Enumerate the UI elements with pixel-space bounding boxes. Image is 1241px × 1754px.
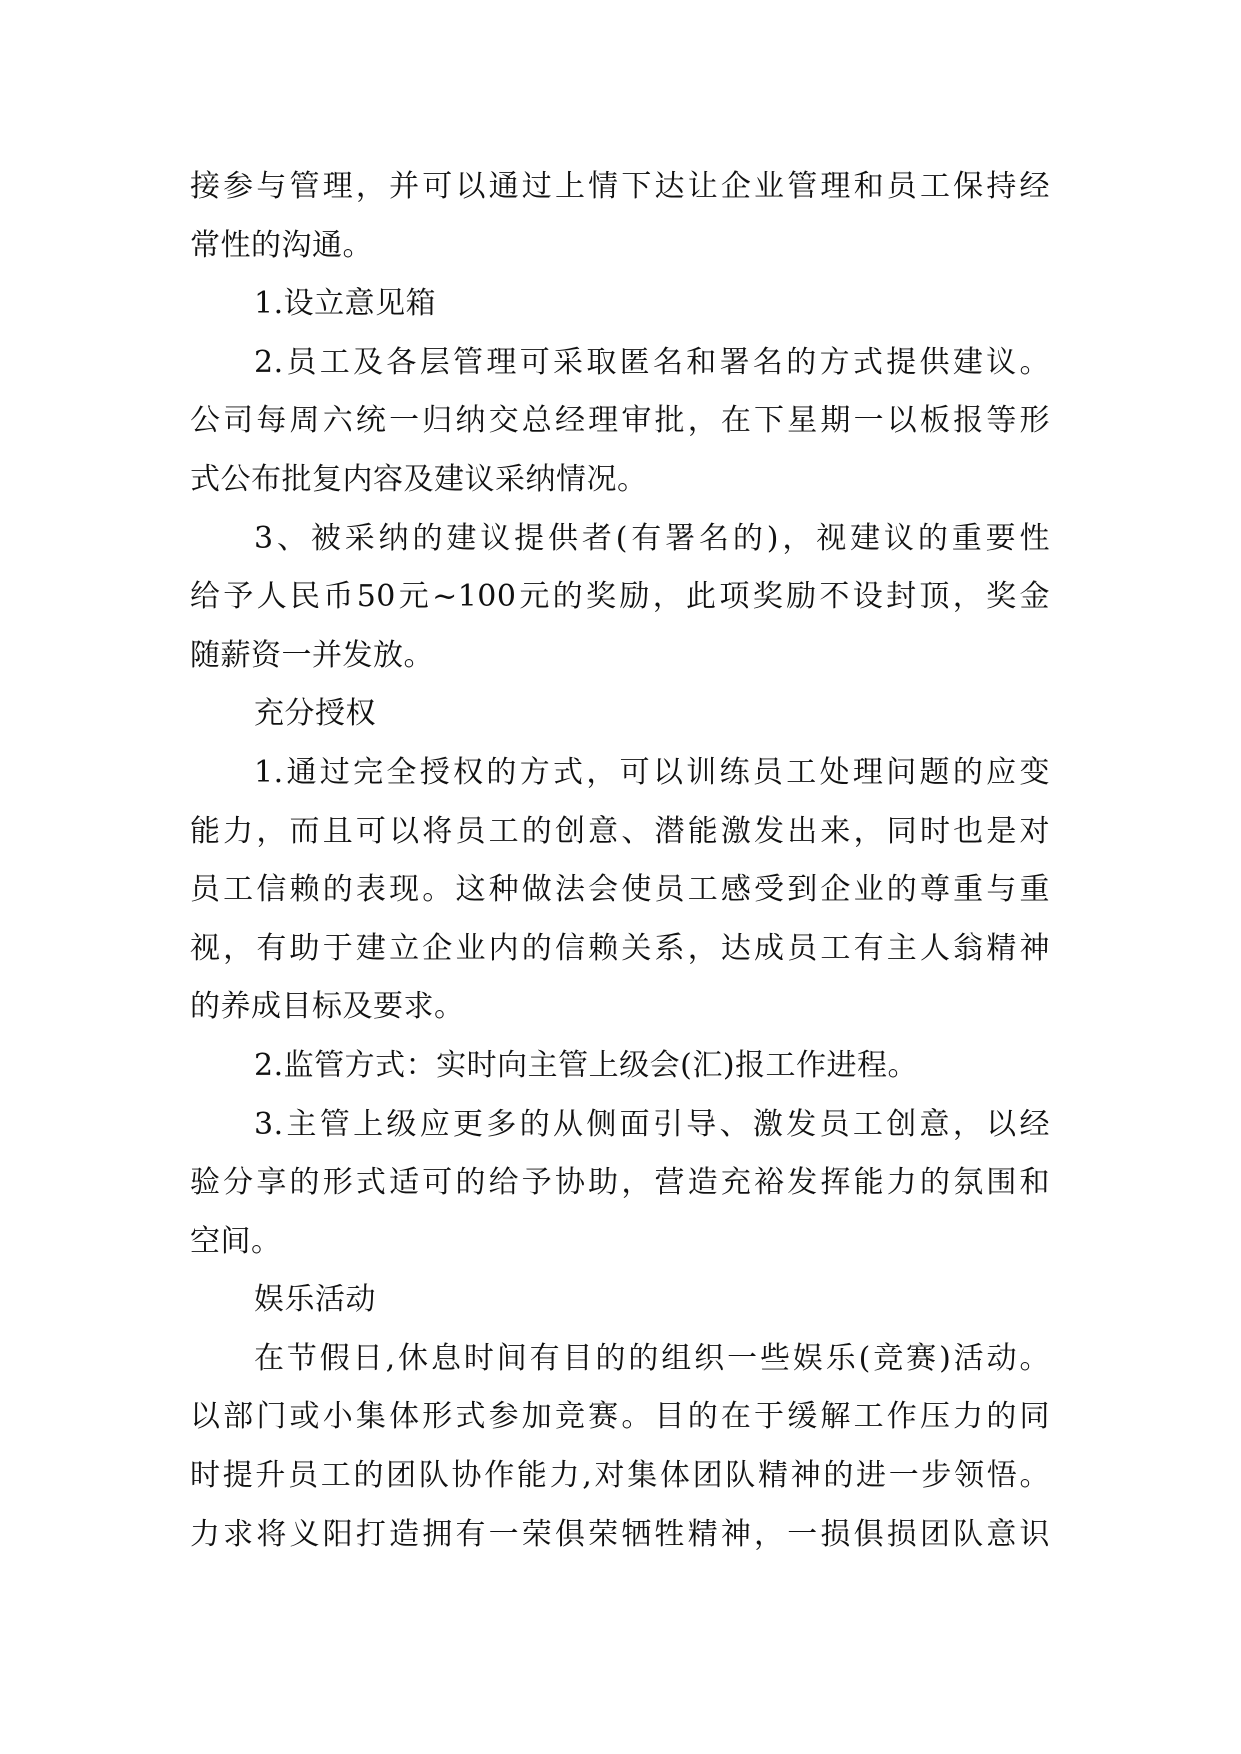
document-body [190,158,1050,1564]
text-line: 3.主管上级应更多的从侧面引导、激发员工创意，以经 [254,1106,1050,1142]
text-line: 公司每周六统一归纳交总经理审批，在下星期一以板报等形 [190,403,1050,439]
text-line: 随薪资一并发放。 [190,637,434,673]
text-line: 视，有助于建立企业内的信赖关系，达成员工有主人翁精神 [190,930,1050,966]
text-line: 接参与管理，并可以通过上情下达让企业管理和员工保持经 [190,169,1050,204]
text-line: 娱乐活动 [254,1282,376,1318]
text-line: 以部门或小集体形式参加竞赛。目的在于缓解工作压力的同 [190,1399,1050,1435]
text-line: 验分享的形式适可的给予协助，营造充裕发挥能力的氛围和 [190,1165,1050,1201]
text-line: 1.通过完全授权的方式，可以训练员工处理问题的应变 [254,754,1050,790]
text-line: 员工信赖的表现。这种做法会使员工感受到企业的尊重与重 [190,872,1050,908]
text-line: 的养成目标及要求。 [190,989,465,1025]
text-line: 能力，而且可以将员工的创意、潜能激发出来，同时也是对 [190,813,1050,849]
text-line: 在节假日,休息时间有目的的组织一些娱乐(竞赛)活动。 [254,1340,1050,1376]
text-line: 3、被采纳的建议提供者(有署名的)，视建议的重要性 [254,520,1050,556]
text-line: 2.监管方式：实时向主管上级会(汇)报工作进程。 [254,1047,919,1083]
text-line: 给予人民币50元~100元的奖励，此项奖励不设封顶，奖金 [190,579,1050,615]
text-line: 时提升员工的团队协作能力,对集体团队精神的进一步领悟。 [190,1458,1050,1494]
text-line: 常性的沟通。 [190,227,373,263]
text-line: 1.设立意见箱 [254,286,437,322]
text-line: 空间。 [190,1223,282,1259]
text-line: 充分授权 [254,696,376,732]
text-line: 2.员工及各层管理可采取匿名和署名的方式提供建议。 [254,344,1050,380]
text-line: 式公布批复内容及建议采纳情况。 [190,461,648,497]
text-line: 力求将义阳打造拥有一荣俱荣牺牲精神，一损俱损团队意识 [190,1516,1050,1552]
